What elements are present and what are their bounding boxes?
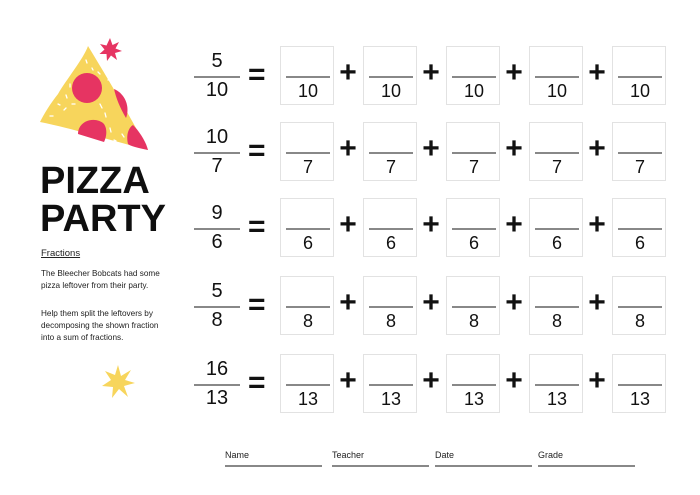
given-numerator: 16: [205, 358, 229, 380]
answer-fraction-box[interactable]: [446, 354, 500, 413]
plus-sign: +: [339, 364, 357, 397]
fraction-bar: [369, 152, 413, 154]
answer-fraction-box[interactable]: [446, 122, 500, 181]
equals-sign: =: [248, 288, 266, 321]
answer-fraction-box[interactable]: [446, 198, 500, 257]
fraction-bar: [194, 306, 240, 308]
answer-fraction-box[interactable]: [446, 276, 500, 335]
grade-line: [538, 465, 635, 467]
answer-fraction-box[interactable]: [280, 354, 334, 413]
answer-denominator: 6: [468, 233, 479, 253]
fraction-bar: [286, 76, 330, 78]
problem-row: [0, 276, 700, 336]
date-line: [435, 465, 532, 467]
plus-sign: +: [339, 56, 357, 89]
given-fraction: [192, 276, 242, 336]
answer-denominator: 10: [380, 81, 402, 101]
fraction-bar: [194, 152, 240, 154]
page-title: PIZZA PARTY: [40, 160, 166, 240]
answer-fraction-box[interactable]: [612, 354, 666, 413]
given-fraction: [192, 354, 242, 414]
plus-sign: +: [422, 208, 440, 241]
teacher-field[interactable]: [332, 450, 429, 468]
answer-denominator: 10: [629, 81, 651, 101]
fraction-bar: [369, 306, 413, 308]
answer-fraction-box[interactable]: [612, 46, 666, 105]
plus-sign: +: [505, 286, 523, 319]
plus-sign: +: [588, 286, 606, 319]
answer-fraction-box[interactable]: [363, 354, 417, 413]
answer-fraction-box[interactable]: [529, 122, 583, 181]
plus-sign: +: [422, 56, 440, 89]
fraction-bar: [535, 152, 579, 154]
fraction-bar: [618, 306, 662, 308]
answer-denominator: 8: [385, 311, 396, 331]
subtitle: Fractions: [41, 248, 81, 259]
instructions-paragraph: Help them split the leftovers by decomposing the shown fraction into a sum of fractions.: [41, 309, 159, 342]
given-numerator: 9: [211, 202, 223, 224]
answer-fraction-box[interactable]: [280, 276, 334, 335]
plus-sign: +: [505, 208, 523, 241]
plus-sign: +: [505, 56, 523, 89]
fraction-bar: [452, 152, 496, 154]
plus-sign: +: [339, 132, 357, 165]
plus-sign: +: [422, 364, 440, 397]
fraction-bar: [535, 384, 579, 386]
answer-denominator: 6: [302, 233, 313, 253]
answer-fraction-box[interactable]: [612, 122, 666, 181]
fraction-bar: [452, 76, 496, 78]
name-field[interactable]: [225, 450, 322, 468]
plus-sign: +: [422, 286, 440, 319]
name-label: Name: [225, 450, 250, 460]
answer-denominator: 7: [551, 157, 562, 177]
answer-denominator: 6: [385, 233, 396, 253]
plus-sign: +: [339, 286, 357, 319]
equals-sign: =: [248, 366, 266, 399]
problem-row: [0, 354, 700, 414]
answer-denominator: 13: [629, 389, 651, 409]
answer-fraction-box[interactable]: [280, 46, 334, 105]
answer-fraction-box[interactable]: [363, 198, 417, 257]
fraction-bar: [452, 384, 496, 386]
answer-denominator: 6: [634, 233, 645, 253]
teacher-label: Teacher: [332, 450, 365, 460]
fraction-bar: [194, 228, 240, 230]
date-field[interactable]: [435, 450, 532, 468]
answer-fraction-box[interactable]: [612, 198, 666, 257]
answer-denominator: 8: [551, 311, 562, 331]
answer-denominator: 8: [302, 311, 313, 331]
given-fraction: [192, 46, 242, 106]
given-denominator: 13: [205, 387, 229, 409]
equals-sign: =: [248, 210, 266, 243]
fraction-bar: [194, 76, 240, 78]
fraction-bar: [535, 76, 579, 78]
answer-denominator: 10: [463, 81, 485, 101]
equals-sign: =: [248, 58, 266, 91]
plus-sign: +: [588, 208, 606, 241]
intro-paragraph: The Bleecher Bobcats had some pizza leftover from their party.: [41, 269, 160, 290]
answer-fraction-box[interactable]: [612, 276, 666, 335]
fraction-bar: [618, 228, 662, 230]
answer-fraction-box[interactable]: [529, 354, 583, 413]
given-numerator: 10: [205, 126, 229, 148]
fraction-bar: [286, 306, 330, 308]
plus-sign: +: [505, 132, 523, 165]
answer-denominator: 7: [385, 157, 396, 177]
fraction-bar: [618, 152, 662, 154]
given-denominator: 6: [211, 231, 223, 253]
given-numerator: 5: [211, 280, 223, 302]
answer-denominator: 10: [297, 81, 319, 101]
answer-fraction-box[interactable]: [446, 46, 500, 105]
problem-row: [0, 198, 700, 258]
answer-denominator: 13: [546, 389, 568, 409]
fraction-bar: [369, 76, 413, 78]
answer-fraction-box[interactable]: [529, 276, 583, 335]
given-numerator: 5: [211, 50, 223, 72]
answer-denominator: 7: [634, 157, 645, 177]
given-denominator: 10: [205, 79, 229, 101]
problem-row: [0, 46, 700, 106]
fraction-bar: [535, 306, 579, 308]
fraction-bar: [618, 384, 662, 386]
answer-denominator: 13: [380, 389, 402, 409]
plus-sign: +: [339, 208, 357, 241]
given-fraction: [192, 122, 242, 182]
answer-fraction-box[interactable]: [280, 122, 334, 181]
fraction-bar: [194, 384, 240, 386]
given-denominator: 7: [211, 155, 223, 177]
answer-fraction-box[interactable]: [363, 46, 417, 105]
fraction-bar: [286, 384, 330, 386]
fraction-bar: [618, 76, 662, 78]
date-label: Date: [435, 450, 455, 460]
grade-label: Grade: [538, 450, 564, 460]
given-fraction: [192, 198, 242, 258]
plus-sign: +: [588, 132, 606, 165]
grade-field[interactable]: [538, 450, 635, 468]
plus-sign: +: [588, 56, 606, 89]
fraction-bar: [286, 152, 330, 154]
answer-denominator: 13: [463, 389, 485, 409]
answer-denominator: 13: [297, 389, 319, 409]
answer-fraction-box[interactable]: [363, 122, 417, 181]
fraction-bar: [369, 228, 413, 230]
fraction-bar: [286, 228, 330, 230]
plus-sign: +: [505, 364, 523, 397]
plus-sign: +: [588, 364, 606, 397]
answer-denominator: 10: [546, 81, 568, 101]
name-line: [225, 465, 322, 467]
answer-denominator: 7: [302, 157, 313, 177]
problem-row: [0, 122, 700, 182]
answer-denominator: 8: [468, 311, 479, 331]
answer-denominator: 7: [468, 157, 479, 177]
equals-sign: =: [248, 134, 266, 167]
teacher-line: [332, 465, 429, 467]
fraction-bar: [369, 384, 413, 386]
fraction-bar: [452, 228, 496, 230]
fraction-bar: [535, 228, 579, 230]
answer-fraction-box[interactable]: [280, 198, 334, 257]
fraction-bar: [452, 306, 496, 308]
answer-fraction-box[interactable]: [363, 276, 417, 335]
given-denominator: 8: [211, 309, 223, 331]
answer-denominator: 8: [634, 311, 645, 331]
plus-sign: +: [422, 132, 440, 165]
answer-denominator: 6: [551, 233, 562, 253]
answer-fraction-box[interactable]: [529, 46, 583, 105]
answer-fraction-box[interactable]: [529, 198, 583, 257]
